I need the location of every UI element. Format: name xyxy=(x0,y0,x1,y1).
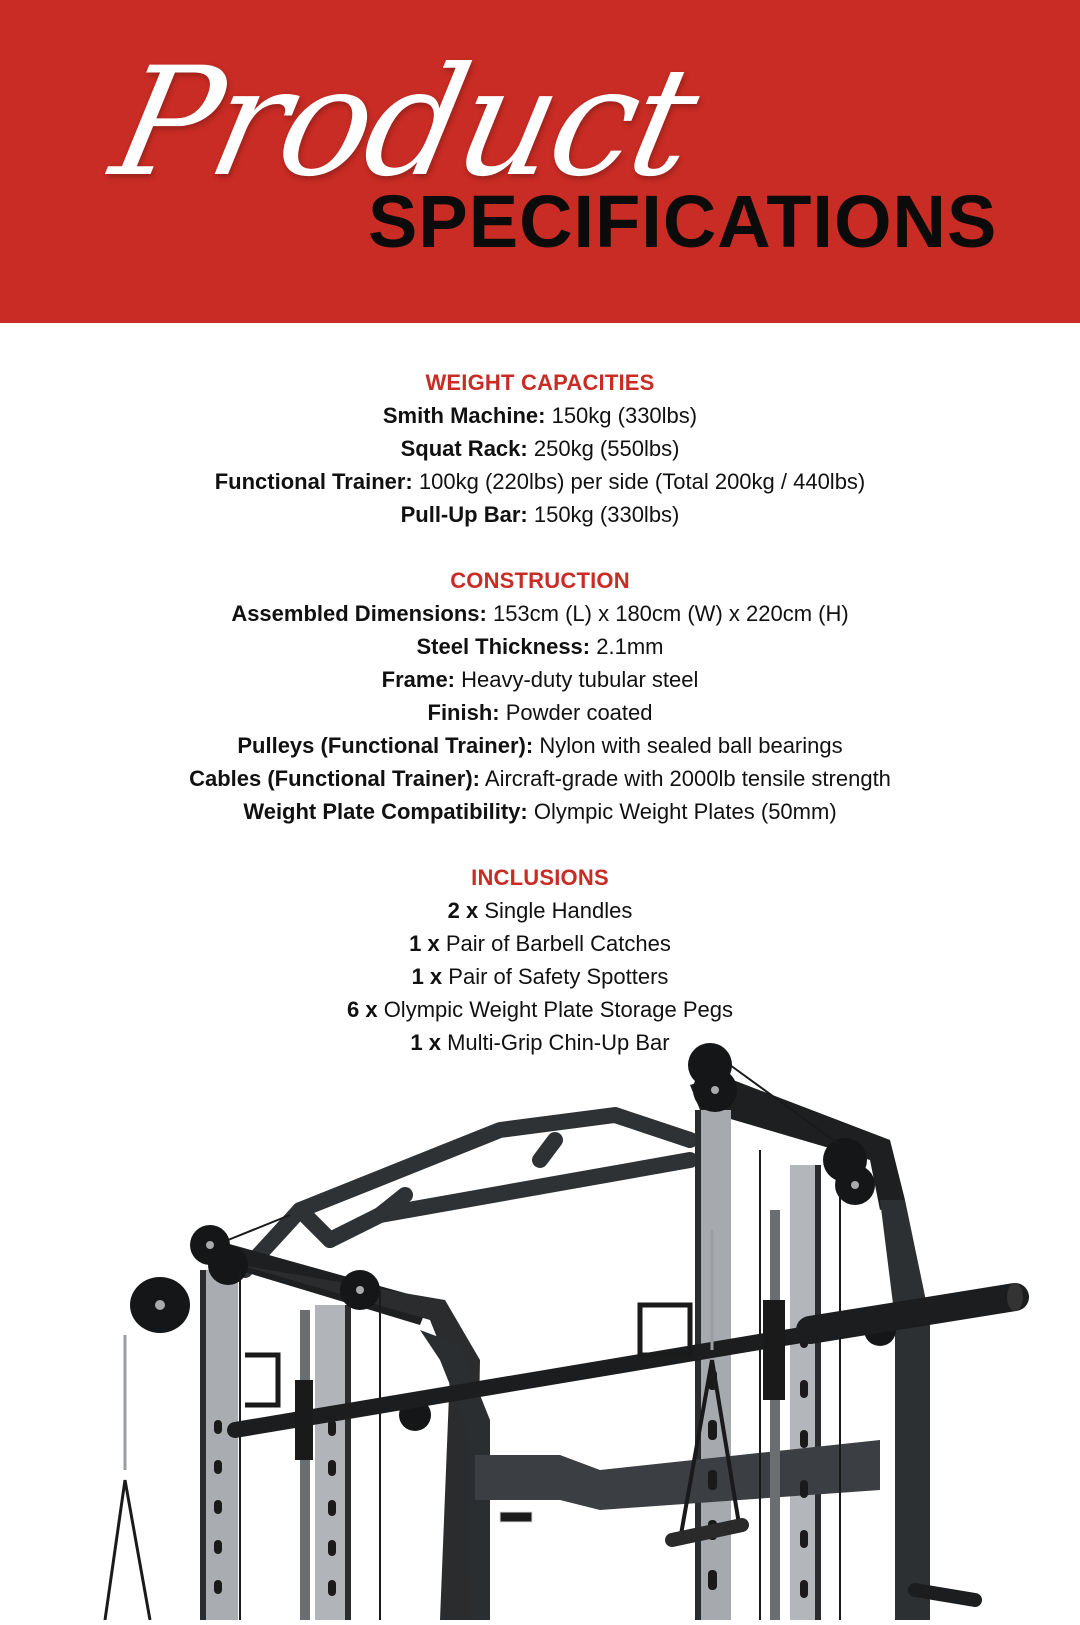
section-title: CONSTRUCTION xyxy=(450,568,630,593)
section-weight-capacities xyxy=(0,366,1080,531)
spec-row xyxy=(0,729,1080,762)
spec-label: Functional Trainer: xyxy=(214,469,413,494)
spec-label: Cables (Functional Trainer): xyxy=(189,766,481,791)
inclusion-row xyxy=(0,960,1080,993)
quantity-label: 1 x xyxy=(411,964,443,989)
spec-row xyxy=(0,696,1080,729)
spec-label: Weight Plate Compatibility: xyxy=(243,799,528,824)
inclusion-item: Olympic Weight Plate Storage Pegs xyxy=(383,997,734,1022)
spec-row xyxy=(0,498,1080,531)
spec-label: Finish: xyxy=(427,700,500,725)
inclusion-item: Single Handles xyxy=(484,898,633,923)
spec-value: 2.1mm xyxy=(596,634,664,659)
spec-value: 153cm (L) x 180cm (W) x 220cm (H) xyxy=(492,601,849,626)
spec-value: 150kg (330lbs) xyxy=(551,403,698,428)
spec-value: Heavy-duty tubular steel xyxy=(461,667,699,692)
quantity-label: 1 x xyxy=(409,931,440,956)
spec-value: Olympic Weight Plates (50mm) xyxy=(533,799,837,824)
spec-label: Squat Rack: xyxy=(400,436,528,461)
spec-value: Powder coated xyxy=(505,700,653,725)
section-construction xyxy=(0,564,1080,828)
spec-value: Nylon with sealed ball bearings xyxy=(539,733,843,758)
spec-value: 150kg (330lbs) xyxy=(533,502,680,527)
inclusion-item: Pair of Barbell Catches xyxy=(445,931,671,956)
spec-label: Steel Thickness: xyxy=(416,634,591,659)
script-title-product: Product xyxy=(99,36,709,210)
section-title: WEIGHT CAPACITIES xyxy=(425,370,655,395)
spec-row xyxy=(0,795,1080,828)
spec-row xyxy=(0,465,1080,498)
spec-row xyxy=(0,762,1080,795)
inclusion-row xyxy=(0,927,1080,960)
gym-rack-illustration xyxy=(0,1035,1080,1620)
spec-value: 100kg (220lbs) per side (Total 200kg / 440lbs) xyxy=(418,469,866,494)
quantity-label: 6 x xyxy=(346,997,378,1022)
spec-label: Frame: xyxy=(381,667,455,692)
inclusion-item: Multi-Grip Chin-Up Bar xyxy=(447,1030,670,1055)
spec-row xyxy=(0,432,1080,465)
product-image-gym-rack xyxy=(0,1035,1080,1620)
spec-label: Smith Machine: xyxy=(382,403,546,428)
inclusion-row xyxy=(0,894,1080,927)
section-inclusions xyxy=(0,861,1080,1059)
quantity-label: 1 x xyxy=(410,1030,441,1055)
spec-row xyxy=(0,597,1080,630)
spec-row xyxy=(0,663,1080,696)
spec-value: Aircraft-grade with 2000lb tensile strength xyxy=(484,766,891,791)
inclusion-row xyxy=(0,993,1080,1026)
quantity-label: 2 x xyxy=(447,898,479,923)
spec-row xyxy=(0,630,1080,663)
spec-value: 250kg (550lbs) xyxy=(533,436,680,461)
spec-label: Pull-Up Bar: xyxy=(400,502,528,527)
spec-label: Pulleys (Functional Trainer): xyxy=(237,733,534,758)
spec-row xyxy=(0,399,1080,432)
spec-content xyxy=(0,366,1080,1092)
header-banner xyxy=(0,0,1080,323)
page-title: SPECIFICATIONS xyxy=(368,180,998,263)
inclusion-item: Pair of Safety Spotters xyxy=(448,964,669,989)
section-title: INCLUSIONS xyxy=(471,865,609,890)
spec-label: Assembled Dimensions: xyxy=(231,601,487,626)
